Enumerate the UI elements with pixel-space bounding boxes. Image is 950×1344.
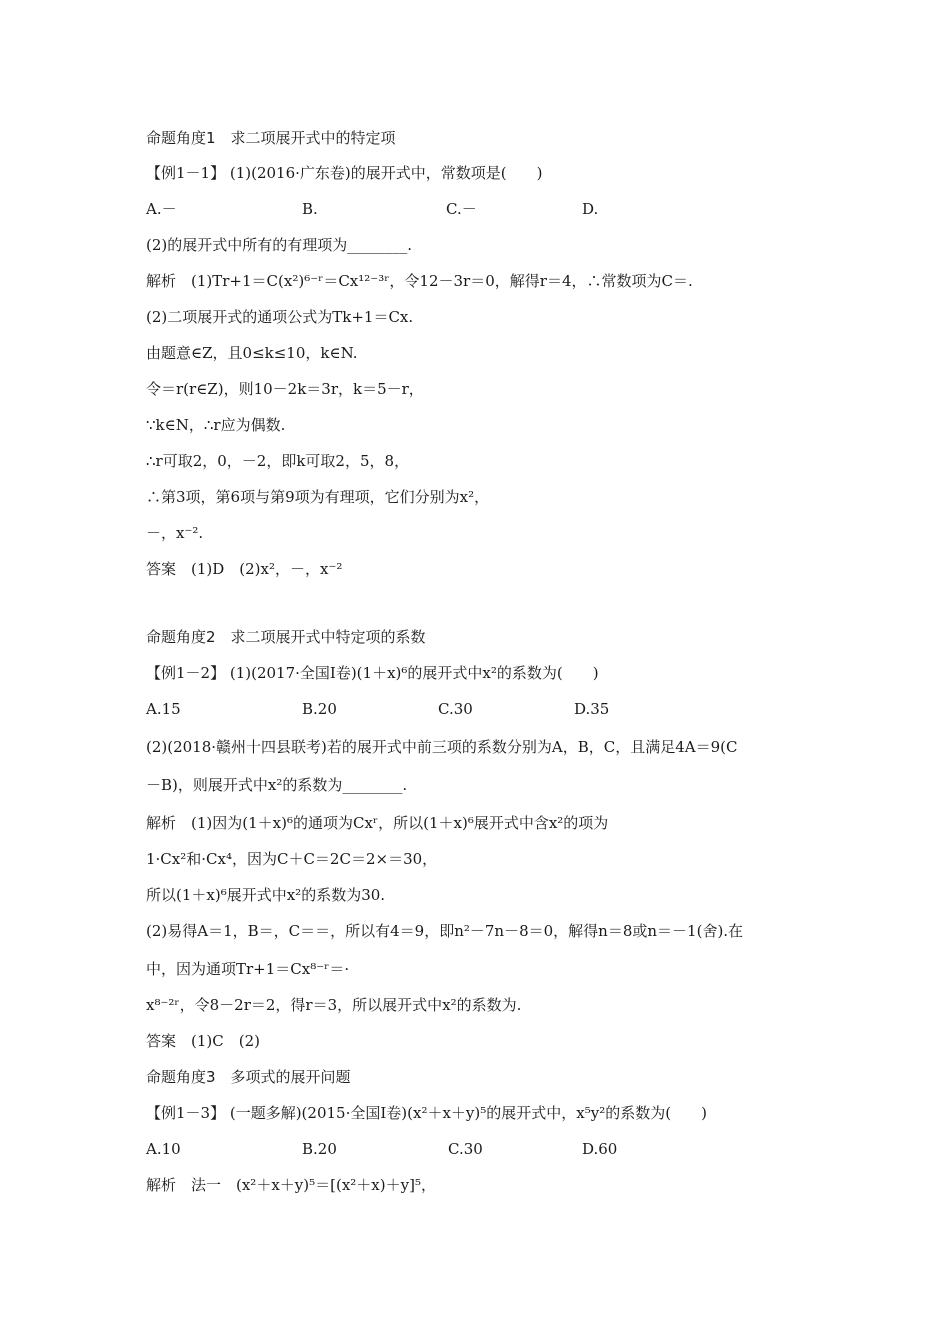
solution-line: (2)易得A＝1，B＝，C＝＝，所以有4＝9，即n²－7n－8＝0，解得n＝8或n＝－1(舍).在 (146, 922, 744, 940)
solution-line: ∴第3项，第6项与第9项为有理项，它们分别为x²， (146, 488, 490, 506)
section-heading-3: 命题角度3 多项式的展开问题 (146, 1068, 351, 1086)
choices-1-1 (146, 199, 598, 219)
choice-a: A.15 (146, 700, 181, 718)
answer-line: 答案 (1)D (2)x²，－，x⁻² (146, 560, 343, 578)
example-1-1-part2: (2)的展开式中所有的有理项为________. (146, 236, 413, 254)
section-heading-1: 命题角度1 求二项展开式中的特定项 (146, 129, 396, 147)
choice-a: A.10 (146, 1140, 181, 1158)
section-heading-2: 命题角度2 求二项展开式中特定项的系数 (146, 628, 426, 646)
example-1-2: 【例1－2】 (1)(2017·全国Ⅰ卷)(1＋x)⁶的展开式中x²的系数为( ) (146, 664, 599, 682)
choice-d: D.35 (574, 700, 610, 718)
choices-1-3 (146, 1139, 617, 1159)
solution-line: (2)二项展开式的通项公式为Tk+1＝Cx. (146, 308, 414, 326)
solution-line: ∵k∈N，∴r应为偶数. (146, 416, 286, 434)
choice-c: C.30 (448, 1140, 483, 1158)
solution-line: 所以(1＋x)⁶展开式中x²的系数为30. (146, 886, 386, 904)
solution-line: ∴r可取2，0，－2，即k可取2，5，8， (146, 452, 410, 470)
solution-line: 由题意∈Z，且0≤k≤10，k∈N. (146, 344, 358, 362)
example-1-1: 【例1－1】 (1)(2016·广东卷)的展开式中，常数项是( ) (146, 164, 543, 182)
choice-b: B. (302, 200, 318, 218)
choice-c: C.－ (446, 200, 477, 218)
example-1-2-part2: (2)(2018·赣州十四县联考)若的展开式中前三项的系数分别为A，B，C，且满足4A＝9(C (146, 738, 738, 756)
solution-line: 1·Cx²和·Cx⁴，因为C＋C＝2C＝2×＝30， (146, 850, 438, 868)
choice-a: A.－ (146, 200, 177, 218)
choice-b: B.20 (302, 1140, 337, 1158)
solution-line: 解析 (1)因为(1＋x)⁶的通项为Cxʳ，所以(1＋x)⁶展开式中含x²的项为 (146, 814, 609, 832)
example-1-2-part2-cont: －B)，则展开式中x²的系数为________. (146, 776, 408, 794)
choice-d: D. (582, 200, 599, 218)
solution-line: 中，因为通项Tr+1＝Cx⁸⁻ʳ＝· (146, 960, 350, 978)
solution-line: x⁸⁻²ʳ，令8－2r＝2，得r＝3，所以展开式中x²的系数为. (146, 996, 522, 1014)
answer-line: 答案 (1)C (2) (146, 1032, 260, 1050)
solution-line: －，x⁻². (146, 524, 204, 542)
choice-d: D.60 (582, 1140, 618, 1158)
choice-c: C.30 (438, 700, 473, 718)
solution-line: 令＝r(r∈Z)，则10－2k＝3r，k＝5－r， (146, 380, 424, 398)
solution-line: 解析 (1)Tr+1＝C(x²)⁶⁻ʳ＝Cx¹²⁻³ʳ，令12－3r＝0，解得r＝4，∴常数项为C＝. (146, 272, 693, 290)
choices-1-2 (146, 699, 609, 719)
solution-line: 解析 法一 (x²＋x＋y)⁵＝[(x²＋x)＋y]⁵， (146, 1176, 436, 1194)
example-1-3: 【例1－3】 (一题多解)(2015·全国Ⅰ卷)(x²＋x＋y)⁵的展开式中，x⁵y²的系数为( ) (146, 1104, 707, 1122)
choice-b: B.20 (302, 700, 337, 718)
